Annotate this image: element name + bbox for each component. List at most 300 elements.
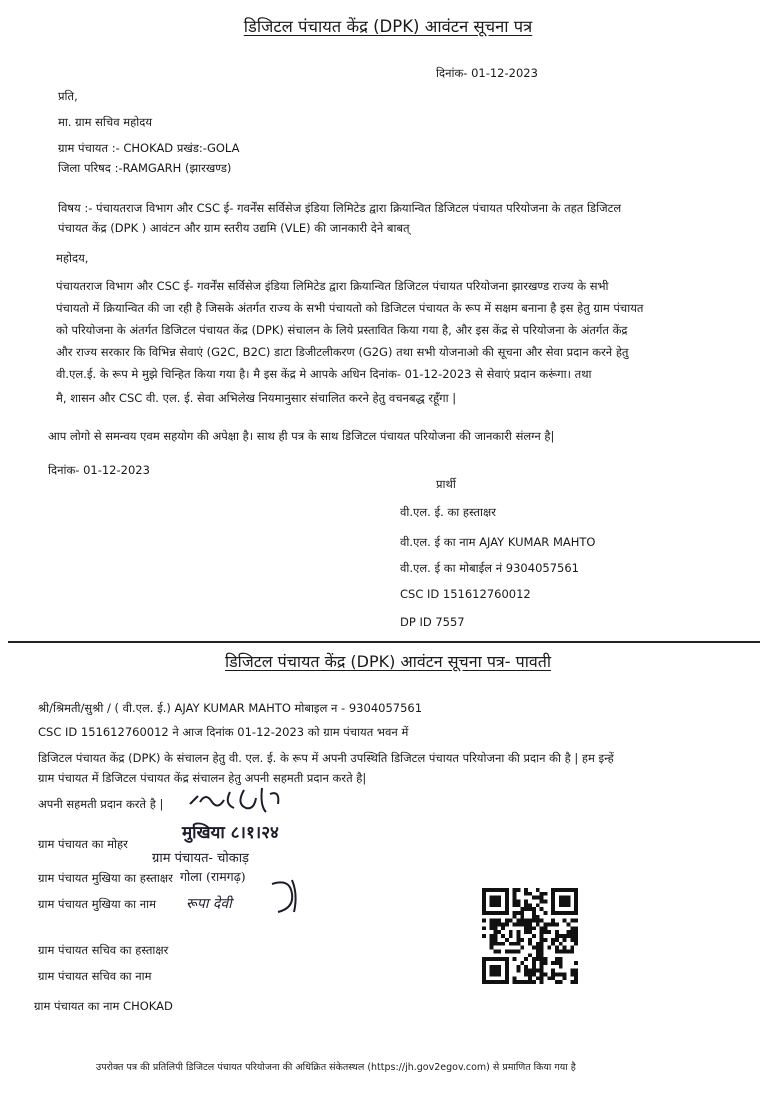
qr-module — [563, 903, 567, 907]
qr-module — [570, 949, 574, 953]
qr-module — [482, 896, 486, 900]
qr-module — [540, 934, 544, 938]
qr-module — [543, 900, 547, 904]
qr-module — [555, 930, 559, 934]
qr-module — [482, 965, 486, 969]
qr-module — [505, 980, 509, 984]
qr-module — [540, 957, 544, 961]
qr-module — [559, 896, 563, 900]
qr-module — [494, 965, 498, 969]
qr-module — [536, 919, 540, 923]
qr-module — [497, 923, 501, 927]
qr-module — [513, 949, 517, 953]
qr-module — [551, 900, 555, 904]
qr-module — [543, 911, 547, 915]
vle-signature-label: वी.एल. ई. का हस्ताक्षर — [400, 505, 496, 519]
qr-module — [547, 976, 551, 980]
qr-module — [509, 949, 513, 953]
qr-module — [524, 892, 528, 896]
qr-module — [528, 953, 532, 957]
qr-module — [513, 896, 517, 900]
qr-module — [574, 896, 578, 900]
dp-id-line: DP ID 7557 — [400, 615, 465, 629]
qr-module — [540, 976, 544, 980]
applicant-label: प्रार्थी — [436, 477, 456, 491]
qr-module — [532, 972, 536, 976]
qr-module — [555, 957, 559, 961]
qr-module — [570, 926, 574, 930]
qr-module — [482, 980, 486, 984]
qr-module — [532, 969, 536, 973]
qr-module — [501, 911, 505, 915]
panchayat-name-line: ग्राम पंचायत का नाम CHOKAD — [34, 999, 173, 1013]
qr-module — [517, 938, 521, 942]
qr-module — [482, 919, 486, 923]
qr-module — [490, 919, 494, 923]
qr-module — [490, 942, 494, 946]
qr-module — [482, 969, 486, 973]
qr-module — [486, 957, 490, 961]
qr-module — [532, 934, 536, 938]
qr-module — [574, 892, 578, 896]
qr-module — [543, 972, 547, 976]
qr-module — [494, 903, 498, 907]
qr-module — [551, 923, 555, 927]
body-line-5: वी.एल.ई. के रूप मे मुझे चिन्हित किया गया है। मै इस केंद्र मे आपके अधिन दिनांक- 01-12-2023 से सेवाएं प्रदान करूंगा। तथा — [56, 367, 592, 381]
qr-module — [559, 934, 563, 938]
qr-module — [494, 911, 498, 915]
qr-module — [482, 926, 486, 930]
footer-note: उपरोक्त पत्र की प्रतिलिपी डिजिटल पंचायत परियोजना की अधिक्रित संकेतस्थल (https://jh.gov2egov.com) से प्रमाणित किया गया है — [96, 1062, 576, 1073]
qr-module — [509, 934, 513, 938]
qr-module — [574, 888, 578, 892]
qr-module — [505, 888, 509, 892]
qr-module — [490, 900, 494, 904]
date-bottom: दिनांक- 01-12-2023 — [48, 463, 150, 477]
qr-module — [482, 976, 486, 980]
qr-module — [524, 900, 528, 904]
vle-name-line: वी.एल. ई का नाम AJAY KUMAR MAHTO — [400, 535, 596, 549]
qr-module — [563, 976, 567, 980]
district-line: जिला परिषद :-RAMGARH (झारखण्ड) — [58, 161, 232, 175]
qr-module — [570, 946, 574, 950]
recipient-to: मा. ग्राम सचिव महोदय — [58, 115, 153, 129]
qr-module — [490, 923, 494, 927]
qr-module — [520, 911, 524, 915]
qr-module — [540, 938, 544, 942]
qr-module — [563, 911, 567, 915]
qr-module — [532, 907, 536, 911]
qr-module — [497, 957, 501, 961]
qr-module — [540, 965, 544, 969]
qr-module — [524, 926, 528, 930]
qr-module — [532, 896, 536, 900]
qr-module — [490, 938, 494, 942]
qr-module — [559, 965, 563, 969]
qr-module — [536, 942, 540, 946]
qr-module — [566, 930, 570, 934]
qr-module — [505, 949, 509, 953]
qr-module — [570, 934, 574, 938]
qr-code-graphic — [482, 888, 578, 984]
qr-module — [505, 896, 509, 900]
qr-module — [574, 903, 578, 907]
qr-module — [540, 980, 544, 984]
qr-module — [566, 903, 570, 907]
qr-module — [517, 949, 521, 953]
qr-module — [528, 907, 532, 911]
qr-module — [574, 926, 578, 930]
qr-module — [551, 961, 555, 965]
qr-module — [497, 888, 501, 892]
qr-module — [517, 965, 521, 969]
qr-module — [494, 969, 498, 973]
qr-module — [543, 961, 547, 965]
qr-module — [517, 934, 521, 938]
qr-module — [524, 923, 528, 927]
qr-module — [540, 919, 544, 923]
qr-module — [574, 919, 578, 923]
qr-module — [528, 969, 532, 973]
qr-module — [524, 957, 528, 961]
qr-module — [490, 903, 494, 907]
qr-module — [574, 930, 578, 934]
body-line-1: पंचायतराज विभाग और CSC ई- गवर्नेंस सर्विसेज इंडिया लिमिटेड द्वारा क्रियान्वित डिजिटल पंचायत परियोजना झारखण्ड राज्य के सभी — [56, 279, 609, 293]
qr-module — [528, 942, 532, 946]
qr-module — [520, 980, 524, 984]
letter-title: डिजिटल पंचायत केंद्र (DPK) आवंटन सूचना पत्र — [243, 17, 533, 36]
qr-module — [555, 972, 559, 976]
mukhiya-signature-mark — [266, 876, 302, 916]
qr-module — [570, 972, 574, 976]
qr-module — [505, 903, 509, 907]
qr-module — [563, 896, 567, 900]
qr-module — [482, 900, 486, 904]
qr-module — [540, 907, 544, 911]
qr-module — [517, 980, 521, 984]
qr-module — [566, 888, 570, 892]
qr-module — [513, 976, 517, 980]
qr-module — [563, 946, 567, 950]
qr-module — [497, 911, 501, 915]
qr-module — [490, 934, 494, 938]
qr-module — [524, 919, 528, 923]
qr-module — [517, 919, 521, 923]
qr-module — [528, 976, 532, 980]
qr-module — [543, 892, 547, 896]
qr-module — [490, 946, 494, 950]
qr-module — [570, 911, 574, 915]
qr-module — [517, 911, 521, 915]
qr-module — [528, 926, 532, 930]
qr-module — [497, 896, 501, 900]
qr-module — [505, 907, 509, 911]
qr-module — [501, 957, 505, 961]
qr-module — [482, 934, 486, 938]
qr-module — [494, 900, 498, 904]
qr-module — [543, 926, 547, 930]
qr-module — [497, 903, 501, 907]
prati-label: प्रति, — [58, 89, 78, 103]
qr-module — [551, 896, 555, 900]
qr-module — [555, 911, 559, 915]
mukhiya-handwritten-name: रूपा देवी — [186, 896, 232, 912]
qr-module — [494, 888, 498, 892]
qr-module — [555, 934, 559, 938]
qr-module — [528, 980, 532, 984]
section-divider — [8, 641, 760, 643]
qr-module — [559, 961, 563, 965]
qr-module — [517, 900, 521, 904]
qr-module — [528, 930, 532, 934]
qr-module — [536, 923, 540, 927]
qr-module — [517, 930, 521, 934]
qr-module — [536, 969, 540, 973]
qr-module — [520, 938, 524, 942]
qr-module — [536, 957, 540, 961]
qr-module — [532, 957, 536, 961]
qr-module — [536, 896, 540, 900]
qr-module — [566, 923, 570, 927]
qr-module — [513, 911, 517, 915]
qr-module — [563, 934, 567, 938]
qr-module — [555, 946, 559, 950]
qr-module — [555, 961, 559, 965]
body-line-3: को परियोजना के अंतर्गत डिजिटल पंचायत केंद्र (DPK) संचालन के लिये प्रस्तावित किया गया है, और इस केंद्र से परियोजना के अंतर्गत केंद्र — [56, 323, 628, 337]
qr-module — [532, 961, 536, 965]
qr-module — [524, 965, 528, 969]
qr-module — [547, 923, 551, 927]
qr-module — [490, 911, 494, 915]
qr-module — [497, 972, 501, 976]
qr-module — [505, 900, 509, 904]
qr-module — [497, 969, 501, 973]
qr-module — [505, 965, 509, 969]
qr-module — [520, 907, 524, 911]
qr-module — [563, 919, 567, 923]
qr-module — [501, 888, 505, 892]
subject-line-1: विषय :- पंचायतराज विभाग और CSC ई- गवर्नेंस सर्विसेज इंडिया लिमिटेड द्वारा क्रियान्वित डिजिटल पंचायत परियोजना के तहत डिजिटल — [58, 201, 622, 215]
qr-module — [551, 938, 555, 942]
qr-module — [486, 911, 490, 915]
qr-module — [494, 957, 498, 961]
mukhiya-signature-label: ग्राम पंचायत मुखिया का हस्ताक्षर — [38, 871, 173, 885]
qr-module — [505, 938, 509, 942]
vle-mobile-line: वी.एल. ई का मोबाईल नं 9304057561 — [400, 561, 579, 575]
qr-module — [520, 919, 524, 923]
qr-module — [528, 972, 532, 976]
qr-module — [497, 965, 501, 969]
qr-module — [517, 942, 521, 946]
qr-module — [505, 892, 509, 896]
qr-module — [551, 892, 555, 896]
sachiv-name-label: ग्राम पंचायत सचिव का नाम — [38, 969, 152, 983]
qr-module — [536, 976, 540, 980]
qr-module — [517, 923, 521, 927]
receipt-line-3: डिजिटल पंचायत केंद्र (DPK) के संचालन हेतु वी. एल. ई. के रूप में अपनी उपस्थिति डिजिटल पंचायत परियोजना की प्रदान की है | हम इन्हें — [38, 751, 614, 765]
qr-module — [574, 969, 578, 973]
qr-module — [536, 949, 540, 953]
qr-module — [543, 938, 547, 942]
qr-module — [559, 942, 563, 946]
qr-module — [513, 915, 517, 919]
qr-module — [551, 888, 555, 892]
qr-module — [482, 888, 486, 892]
qr-module — [505, 972, 509, 976]
qr-module — [513, 903, 517, 907]
qr-module — [532, 926, 536, 930]
qr-module — [540, 892, 544, 896]
qr-module — [540, 949, 544, 953]
qr-module — [540, 946, 544, 950]
qr-module — [532, 911, 536, 915]
qr-module — [482, 903, 486, 907]
qr-module — [536, 915, 540, 919]
qr-module — [551, 911, 555, 915]
qr-module — [555, 938, 559, 942]
qr-module — [497, 919, 501, 923]
qr-module — [490, 896, 494, 900]
qr-module — [494, 930, 498, 934]
qr-module — [566, 911, 570, 915]
qr-module — [497, 949, 501, 953]
qr-module — [501, 980, 505, 984]
qr-module — [486, 888, 490, 892]
qr-module — [540, 969, 544, 973]
qr-module — [540, 900, 544, 904]
qr-module — [540, 972, 544, 976]
qr-module — [517, 888, 521, 892]
qr-module — [494, 972, 498, 976]
qr-module — [551, 976, 555, 980]
qr-module — [513, 888, 517, 892]
qr-module — [505, 923, 509, 927]
body-line-2: पंचायतो में क्रियान्वित की जा रही है जिसके अंतर्गत राज्य के सभी पंचायतो को डिजिटल पंचायत के रूप में सक्षम बनाना है इस हेतु ग्राम पंचायत — [56, 301, 644, 315]
qr-module — [536, 903, 540, 907]
qr-module — [517, 969, 521, 973]
sachiv-signature-label: ग्राम पंचायत सचिव का हस्ताक्षर — [38, 943, 169, 957]
qr-module — [536, 953, 540, 957]
qr-module — [547, 930, 551, 934]
qr-module — [563, 972, 567, 976]
qr-module — [574, 900, 578, 904]
stamp-line-3: गोला (रामगढ़) — [180, 869, 246, 884]
qr-module — [494, 919, 498, 923]
qr-module — [559, 900, 563, 904]
qr-module — [490, 969, 494, 973]
qr-module — [570, 919, 574, 923]
qr-module — [532, 915, 536, 919]
qr-module — [574, 907, 578, 911]
qr-module — [482, 892, 486, 896]
qr-module — [513, 980, 517, 984]
qr-module — [570, 888, 574, 892]
qr-module — [532, 965, 536, 969]
qr-module — [494, 923, 498, 927]
qr-module — [574, 938, 578, 942]
qr-module — [543, 930, 547, 934]
qr-module — [494, 980, 498, 984]
qr-module — [482, 907, 486, 911]
qr-module — [532, 946, 536, 950]
qr-module — [543, 957, 547, 961]
qr-module — [524, 903, 528, 907]
qr-module — [524, 972, 528, 976]
qr-module — [497, 980, 501, 984]
qr-module — [559, 980, 563, 984]
qr-module — [536, 946, 540, 950]
qr-module — [574, 976, 578, 980]
qr-module — [574, 911, 578, 915]
qr-module — [482, 972, 486, 976]
qr-module — [490, 972, 494, 976]
qr-module — [501, 923, 505, 927]
qr-module — [563, 949, 567, 953]
receipt-line-1: श्री/श्रिमती/सुश्री / ( वी.एल. ई.) AJAY KUMAR MAHTO मोबाइल न - 9304057561 — [38, 701, 423, 715]
qr-module — [540, 926, 544, 930]
qr-module — [497, 942, 501, 946]
cooperation-line: आप लोगो से समन्वय एवम सहयोग की अपेक्षा है। साथ ही पत्र के साथ डिजिटल पंचायत परियोजना की जानकारी संलग्न है| — [48, 429, 555, 443]
qr-module — [574, 980, 578, 984]
receipt-title: डिजिटल पंचायत केंद्र (DPK) आवंटन सूचना पत्र- पावती — [224, 652, 552, 671]
qr-module — [551, 907, 555, 911]
seal-label: ग्राम पंचायत का मोहर — [38, 837, 128, 851]
qr-module — [540, 930, 544, 934]
qr-module — [505, 911, 509, 915]
salutation: महोदय, — [56, 251, 89, 265]
qr-module — [524, 969, 528, 973]
qr-module — [540, 942, 544, 946]
qr-module — [501, 926, 505, 930]
qr-module — [505, 919, 509, 923]
qr-module — [482, 961, 486, 965]
qr-module — [547, 946, 551, 950]
qr-module — [551, 969, 555, 973]
qr-module — [486, 980, 490, 984]
qr-module — [555, 980, 559, 984]
qr-module — [551, 903, 555, 907]
qr-module — [540, 961, 544, 965]
qr-module — [490, 926, 494, 930]
qr-module — [505, 976, 509, 980]
qr-module — [513, 892, 517, 896]
qr-module — [555, 923, 559, 927]
qr-module — [494, 938, 498, 942]
qr-module — [563, 900, 567, 904]
qr-module — [570, 980, 574, 984]
qr-module — [490, 980, 494, 984]
qr-module — [517, 903, 521, 907]
consent-line: अपनी सहमती प्रदान करते है | — [38, 797, 164, 811]
qr-module — [532, 980, 536, 984]
qr-module — [559, 903, 563, 907]
qr-module — [505, 969, 509, 973]
qr-module — [528, 892, 532, 896]
qr-module — [528, 903, 532, 907]
qr-module — [490, 888, 494, 892]
qr-module — [482, 957, 486, 961]
qr-module — [551, 919, 555, 923]
body-line-4: और राज्य सरकार कि विभिन्न सेवाएं (G2C, B2C) डाटा डिजीटलीकरण (G2G) तथा सभी योजनाओ की सूचना और सेवा प्रदान करने हेतु — [56, 345, 629, 359]
qr-module — [559, 911, 563, 915]
qr-module — [513, 957, 517, 961]
qr-code — [482, 888, 578, 984]
qr-module — [559, 957, 563, 961]
qr-module — [520, 946, 524, 950]
qr-module — [570, 930, 574, 934]
qr-module — [551, 942, 555, 946]
qr-module — [494, 896, 498, 900]
